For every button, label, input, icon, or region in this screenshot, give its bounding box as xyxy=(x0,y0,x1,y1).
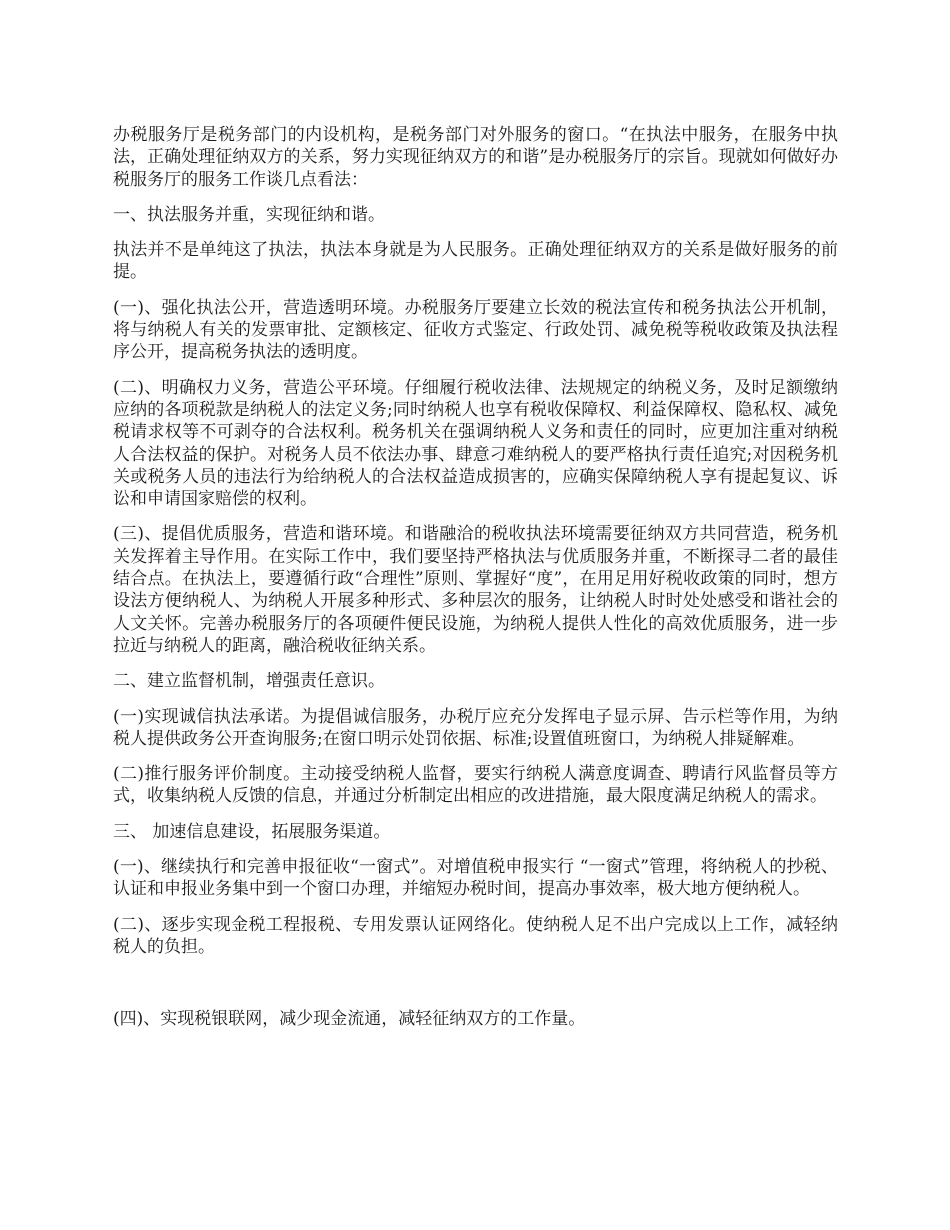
section-heading-2: 二、建立监督机制，增强责任意识。 xyxy=(113,671,385,692)
section-heading-1: 一、执法服务并重，实现征纳和谐。 xyxy=(113,204,385,225)
paragraph: 执法并不是单纯这了执法，执法本身就是为人民服务。正确处理征纳双方的关系是做好服务的前提。 xyxy=(113,240,838,283)
paragraph: (一)、继续执行和完善申报征收“一窗式”。对增值税申报实行 “一窗式”管理，将纳税人的抄税、认证和申报业务集中到一个窗口办理，并缩短办税时间，提高办事效率，极大地方便纳税人。 xyxy=(113,857,838,900)
blank-space xyxy=(113,971,838,1008)
paragraph: (一)、强化执法公开，营造透明环境。办税服务厅要建立长效的税法宣传和税务执法公开机制，将与纳税人有关的发票审批、定额核定、征收方式鉴定、行政处罚、减免税等税收政策及执法程序公开，提高税务执法的透明度。 xyxy=(113,297,838,363)
section-heading-3: 三、 加速信息建设，拓展服务渠道。 xyxy=(113,821,391,842)
paragraph: (三)、提倡优质服务，营造和谐环境。和谐融洽的税收执法环境需要征纳双方共同营造，税务机关发挥着主导作用。在实际工作中，我们要坚持严格执法与优质服务并重，不断探寻二者的最佳结合点。在执法上，要遵循行政“合理性”原则、掌握好“度”，在用足用好税收政策的同时，想方设法方便纳税人、为纳税人开展多种形式、多种层次的服务，让纳税人时时处处感受和谐社会的人文关怀。完善办税服务厅的各项硬件便民设施，为纳税人提供人性化的高效优质服务，进一步拉近与纳税人的距离，融洽税收征纳关系。 xyxy=(113,524,838,656)
paragraph: (二)、逐步实现金税工程报税、专用发票认证网络化。使纳税人足不出户完成以上工作，减轻纳税人的负担。 xyxy=(113,914,838,957)
document-body xyxy=(113,124,838,1044)
paragraph: (四)、实现税银联网，减少现金流通，减轻征纳双方的工作量。 xyxy=(113,1009,586,1030)
paragraph: (一)实现诚信执法承诺。为提倡诚信服务，办税厅应充分发挥电子显示屏、告示栏等作用，为纳税人提供政务公开查询服务;在窗口明示处罚依据、标准;设置值班窗口，为纳税人排疑解难。 xyxy=(113,706,838,749)
intro-paragraph: 办税服务厅是税务部门的内设机构，是税务部门对外服务的窗口。“在执法中服务，在服务中执法，正确处理征纳双方的关系，努力实现征纳双方的和谐”是办税服务厅的宗旨。现就如何做好办税服务厅的服务工作谈几点看法： xyxy=(113,125,838,190)
paragraph: (二)、明确权力义务，营造公平环境。仔细履行税收法律、法规规定的纳税义务，及时足额缴纳应纳的各项税款是纳税人的法定义务;同时纳税人也享有税收保障权、利益保障权、隐私权、减免税请求权等不可剥夺的合法权利。税务机关在强调纳税人义务和责任的同时，应更加注重对纳税人合法权益的保护。对税务人员不依法办事、肆意刁难纳税人的要严格执行责任追究;对因税务机关或税务人员的违法行为给纳税人的合法权益造成损害的，应确实保障纳税人享有提起复议、诉讼和申请国家赔偿的权利。 xyxy=(113,377,838,510)
paragraph: (二)推行服务评价制度。主动接受纳税人监督，要实行纳税人满意度调查、聘请行风监督员等方式，收集纳税人反馈的信息，并通过分析制定出相应的改进措施，最大限度满足纳税人的需求。 xyxy=(113,764,838,807)
